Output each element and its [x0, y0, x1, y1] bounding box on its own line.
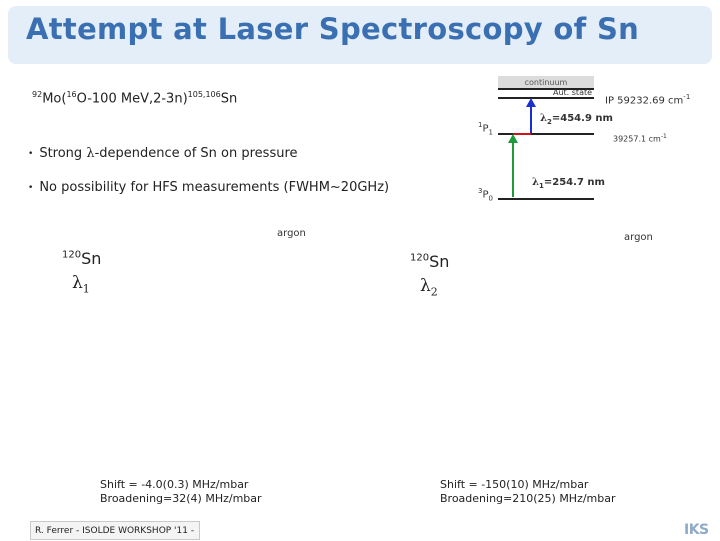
bullet-pressure: • Strong λ-dependence of Sn on pressure: [28, 146, 298, 161]
continuum-box: continuum: [498, 76, 594, 89]
argon-label-right: argon: [624, 232, 653, 243]
mo-symbol: Mo(: [42, 91, 67, 107]
iks-logo: IKS: [684, 522, 709, 538]
right-lambda-label: $\lambda_2$: [420, 276, 438, 299]
right-results: [440, 478, 616, 506]
right-broadening: Broadening=210(25) MHz/mbar: [440, 492, 616, 505]
lambda1-label: $\lambda_1=254.7$ nm: [532, 177, 605, 190]
beam-text: O-100 MeV,2-3n): [76, 91, 188, 107]
lambda1-arrowhead: [508, 134, 518, 143]
sn-masses: 105,106: [187, 90, 221, 99]
bullet-marker: •: [28, 149, 34, 159]
lambda2-label: $\lambda_2=454.9$ nm: [540, 113, 613, 126]
left-broadening: Broadening=32(4) MHz/mbar: [100, 492, 262, 505]
aut-state-label: Aut. state: [553, 88, 593, 97]
lambda2-arrowhead: [526, 98, 536, 107]
argon-label-left: argon: [277, 228, 306, 239]
sn-symbol: Sn: [220, 91, 238, 107]
bullet-hfs: • No possibility for HFS measurements (FWHM~20GHz): [28, 180, 390, 195]
right-shift: Shift = -150(10) MHz/mbar: [440, 478, 589, 491]
level-3p0-label: $^3P_0$: [478, 187, 493, 203]
level-1p1-label: $^1P_1$: [478, 121, 493, 137]
mo-mass: 92: [32, 90, 43, 99]
left-shift: Shift = -4.0(0.3) MHz/mbar: [100, 478, 249, 491]
left-results: [100, 478, 262, 506]
bullet-marker: •: [28, 183, 34, 193]
oxygen-mass: 16: [66, 90, 77, 99]
energy-1p1-label: 39257.1 $cm^{-1}$: [613, 133, 667, 144]
right-isotope-label: $^{120}$Sn: [410, 252, 450, 271]
left-isotope-label: $^{120}$Sn: [62, 249, 102, 268]
lambda-symbol: λ: [86, 146, 95, 161]
slide-title: Attempt at Laser Spectroscopy of Sn: [26, 12, 640, 46]
left-lambda-label: $\lambda_1$: [72, 273, 90, 296]
footer-citation: R. Ferrer - ISOLDE WORKSHOP '11 -: [30, 521, 200, 540]
ip-label: IP 59232.69 $cm^{-1}$: [605, 93, 691, 107]
